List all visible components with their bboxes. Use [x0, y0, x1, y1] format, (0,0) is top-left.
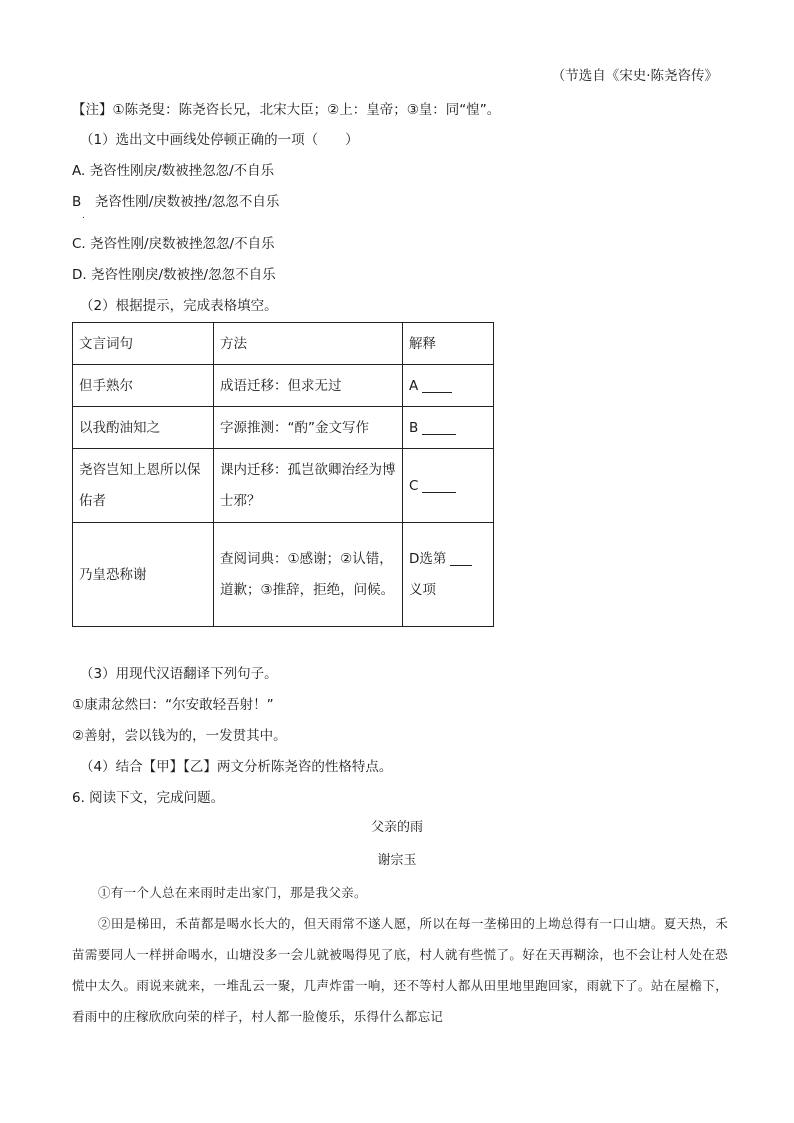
- translate-sentence-1: ①康肃忿然曰：“尔安敢轻吾射！”: [72, 697, 274, 713]
- answer-blank[interactable]: [422, 420, 456, 435]
- question-6-stem: 6. 阅读下文，完成问题。: [72, 790, 225, 806]
- row-method: 查阅词典：①感谢；②认错，道歉；③推辞，拒绝，问候。: [214, 523, 403, 627]
- header-word: 文言词句: [73, 323, 214, 365]
- table-row: [73, 449, 494, 523]
- header-explanation: 解释: [403, 323, 494, 365]
- answer-blank[interactable]: [422, 378, 452, 393]
- answer-label: C: [409, 477, 419, 494]
- row-method: 课内迁移：孤岂欲卿治经为博士邪？: [214, 449, 403, 523]
- article-author: 谢宗玉: [377, 853, 417, 868]
- table-row: [73, 365, 494, 407]
- fill-in-table: [72, 322, 494, 627]
- row-word: 以我酌油知之: [73, 407, 214, 449]
- row-word: 但手熟尔: [73, 365, 214, 407]
- answer-label: A: [409, 377, 419, 394]
- option-a: A. 尧咨性刚戾/数被挫忽忽/不自乐: [72, 163, 275, 179]
- table-row: [73, 407, 494, 449]
- answer-blank[interactable]: [450, 551, 472, 566]
- article-title: 父亲的雨: [370, 820, 423, 835]
- translate-sentence-2: ②善射，尝以钱为的，一发贯其中。: [72, 728, 287, 744]
- source-citation: （节选自《宋史·陈尧咨传》: [551, 68, 718, 84]
- table-row: [73, 523, 494, 627]
- row-word: 尧咨岂知上恩所以保佑者: [73, 449, 214, 523]
- row-answer: [403, 407, 494, 449]
- answer-blank[interactable]: [422, 478, 456, 493]
- option-c: C. 尧咨性刚/戾数被挫忽忽/不自乐: [72, 236, 275, 252]
- table-header-row: [73, 323, 494, 365]
- option-d: D. 尧咨性刚戾/数被挫/忽忽不自乐: [72, 267, 276, 283]
- header-method: 方法: [214, 323, 403, 365]
- row-answer: [403, 449, 494, 523]
- row-answer: [403, 523, 494, 627]
- question-3-stem: （3）用现代汉语翻译下列句子。: [80, 666, 278, 682]
- answer-suffix: 义项: [409, 581, 436, 598]
- annotation-note: 【注】①陈尧叟：陈尧咨长兄，北宋大臣；②上：皇帝；③皇：同“惶”。: [72, 102, 501, 118]
- row-answer: [403, 365, 494, 407]
- answer-label: B: [409, 419, 419, 436]
- option-b-dot: .: [82, 211, 85, 221]
- answer-prefix: D选第: [409, 550, 447, 567]
- article-paragraph-2: ②田是梯田，禾苗都是喝水长大的，但天雨常不遂人愿，所以在每一垄梯田的上坳总得有一口山塘。夏天热，禾苗需要同人一样拼命喝水，山塘没多一会儿就被喝得见了底，村人就有些慌了。好在天再糊涂，也不会让村人处在恐慌中太久。雨说来就来，一堆乱云一聚，几声炸雷一响，还不等村人都从田里地里跑回家，雨就下了。站在屋檐下，看雨中的庄稼欣欣向荣的样子，村人都一脸傻乐，乐得什么都忘记: [72, 916, 728, 1024]
- row-word: 乃皇恐称谢: [73, 523, 214, 627]
- question-1-stem: （1）选出文中画线处停顿正确的一项（ ）: [80, 132, 359, 148]
- question-2-stem: （2）根据提示，完成表格填空。: [80, 298, 278, 314]
- row-method: 成语迁移：但求无过: [214, 365, 403, 407]
- article-paragraph-1: ①有一个人总在来雨时走出家门，那是我父亲。: [98, 885, 367, 900]
- question-4-stem: （4）结合【甲】【乙】两文分析陈尧咨的性格特点。: [80, 759, 393, 775]
- option-b: B 尧咨性刚/戾数被挫/忽忽不自乐: [72, 194, 280, 210]
- row-method: 字源推测：“酌”金文写作: [214, 407, 403, 449]
